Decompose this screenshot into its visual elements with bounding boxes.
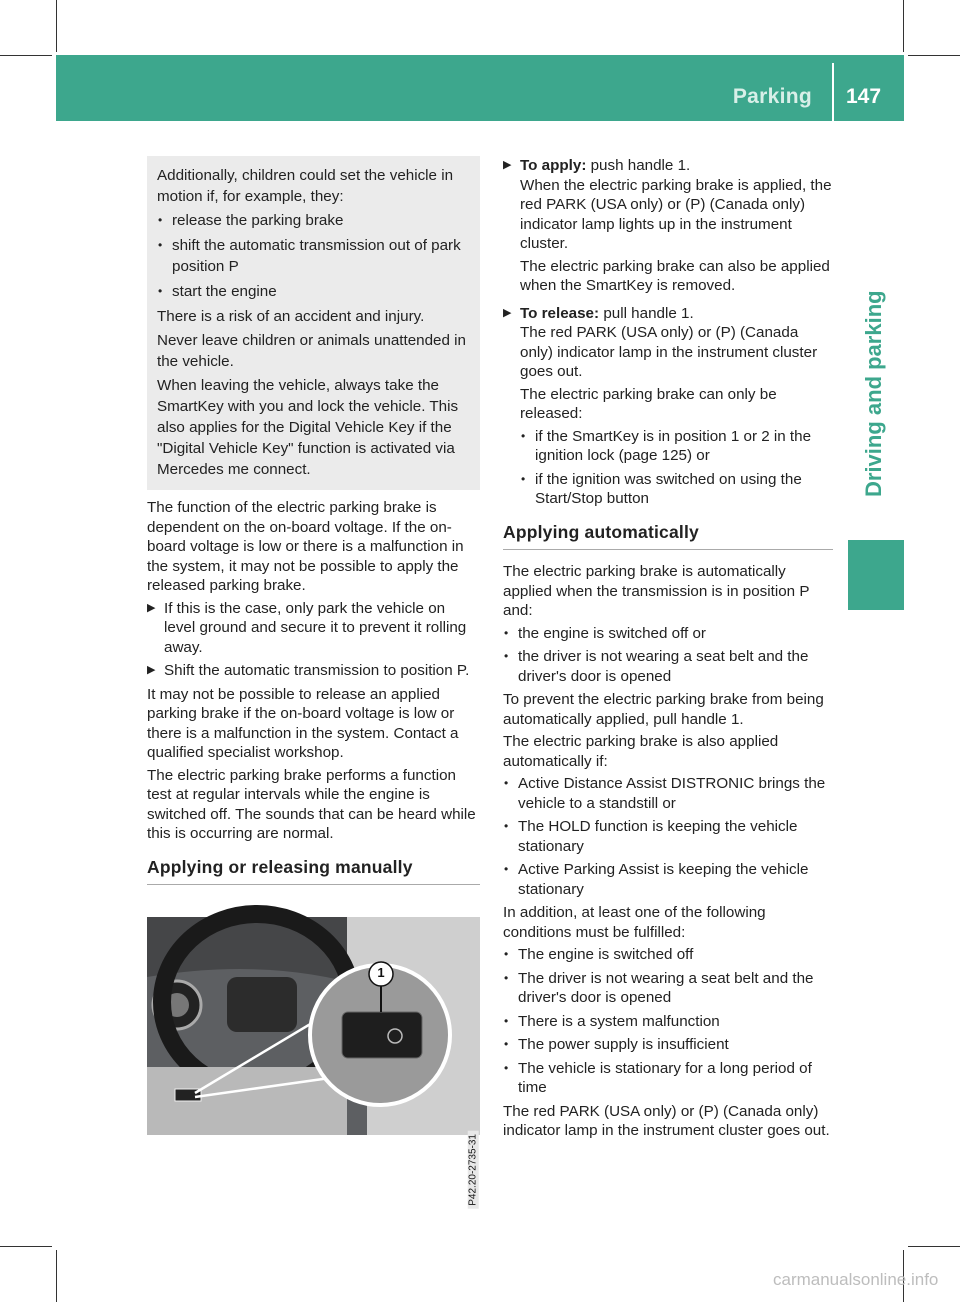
release-text: pull handle 1.	[603, 304, 694, 322]
list-item: • Active Distance Assist DISTRONIC brings the vehicle to a standstill or	[503, 774, 833, 813]
left-column	[147, 156, 480, 897]
apply-label: To apply:	[520, 157, 587, 174]
list-item: • The HOLD function is keeping the vehicle stationary	[503, 817, 833, 856]
parking-brake-figure	[147, 917, 480, 1206]
crop-mark	[56, 0, 57, 52]
warning-bullet: • start the engine	[157, 281, 470, 302]
callout-number: 1	[377, 965, 385, 980]
section-heading: Applying automatically	[503, 523, 833, 551]
action-step: ▶ Shift the automatic transmission to position P.	[147, 661, 480, 681]
paragraph: To prevent the electric parking brake from being automatically applied, pull handle 1.	[503, 691, 824, 728]
warning-bullet: • shift the automatic transmission out of park position P	[157, 235, 470, 277]
dashboard-illustration	[147, 917, 480, 1135]
page-header	[56, 55, 904, 121]
warning-intro: Additionally, children could set the vehicle in motion if, for example, they:	[157, 167, 454, 205]
paragraph: The electric parking brake performs a function test at regular intervals while the engine is switched off. The sounds that can be heard while this is occurring are normal.	[147, 766, 476, 842]
apply-detail: When the electric parking brake is applied, the red PARK (USA only) or (P) (Canada only) indicator lamp lights up in the instrument cluster.	[520, 176, 832, 252]
crop-mark	[0, 55, 52, 56]
list-item: • The vehicle is stationary for a long period of time	[503, 1059, 833, 1098]
side-tab-label: Driving and parking	[861, 290, 886, 497]
warning-advice: Never leave children or animals unattended in the vehicle.	[157, 332, 466, 370]
crop-mark	[56, 1250, 57, 1302]
list-item: • if the SmartKey is in position 1 or 2 in the ignition lock (page 125) or	[520, 427, 833, 466]
paragraph: The electric parking brake is automatically applied when the transmission is in position P and:	[503, 563, 810, 619]
paragraph: It may not be possible to release an applied parking brake if the on-board voltage is low or there is a malfunction in the system. Contact a qualified specialist workshop.	[147, 685, 459, 761]
action-step	[503, 156, 833, 296]
apply-text: push handle 1.	[590, 157, 691, 174]
crop-mark	[908, 1246, 960, 1247]
apply-note: The electric parking brake can also be applied when the SmartKey is removed.	[520, 257, 830, 294]
action-step: ▶ If this is the case, only park the vehicle on level ground and secure it to prevent it rolling away.	[147, 599, 480, 658]
action-step	[503, 304, 833, 509]
right-column	[503, 156, 833, 1144]
warning-advice: When leaving the vehicle, always take the SmartKey with you and lock the vehicle. This also applies for the Digital Vehicle Key if the "Digital Vehicle Key" function is activated via Mercedes me connect.	[157, 377, 459, 478]
list-item: • Active Parking Assist is keeping the vehicle stationary	[503, 860, 833, 899]
crop-mark	[903, 0, 904, 52]
crop-mark	[908, 55, 960, 56]
list-item: • if the ignition was switched on using the Start/Stop button	[520, 470, 833, 509]
list-item: • The power supply is insufficient	[503, 1035, 833, 1055]
section-title: Parking	[732, 85, 812, 108]
release-detail: The red PARK (USA only) or (P) (Canada only) indicator lamp in the instrument cluster goes out.	[520, 324, 818, 380]
crop-mark	[0, 1246, 52, 1247]
figure-code: P42.20-2735-31	[468, 1131, 479, 1209]
watermark: carmanualsonline.info	[773, 1270, 939, 1289]
page-number: 147	[846, 85, 882, 108]
release-label: To release:	[520, 304, 600, 322]
paragraph: The function of the electric parking brake is dependent on the on-board voltage. If the on-board voltage is low or there is a malfunction in the system, it may not be possible to apply the released parking brake.	[147, 499, 464, 594]
paragraph: The electric parking brake is also applied automatically if:	[503, 733, 779, 770]
list-item: • the engine is switched off or	[503, 624, 833, 644]
list-item: • The engine is switched off	[503, 945, 833, 965]
paragraph: The red PARK (USA only) or (P) (Canada only) indicator lamp in the instrument cluster goes out.	[503, 1102, 830, 1139]
list-item: • The driver is not wearing a seat belt and the driver's door is opened	[503, 969, 833, 1008]
list-item: • There is a system malfunction	[503, 1012, 833, 1032]
list-item: • the driver is not wearing a seat belt and the driver's door is opened	[503, 647, 833, 686]
header-divider	[832, 63, 834, 121]
side-tab-marker	[848, 540, 904, 610]
warning-risk: There is a risk of an accident and injury.	[157, 308, 425, 325]
warning-bullet: • release the parking brake	[157, 210, 470, 231]
paragraph: In addition, at least one of the following conditions must be fulfilled:	[503, 904, 766, 941]
release-note: The electric parking brake can only be released:	[520, 385, 777, 422]
warning-box	[147, 156, 480, 490]
section-heading: Applying or releasing manually	[147, 858, 480, 886]
